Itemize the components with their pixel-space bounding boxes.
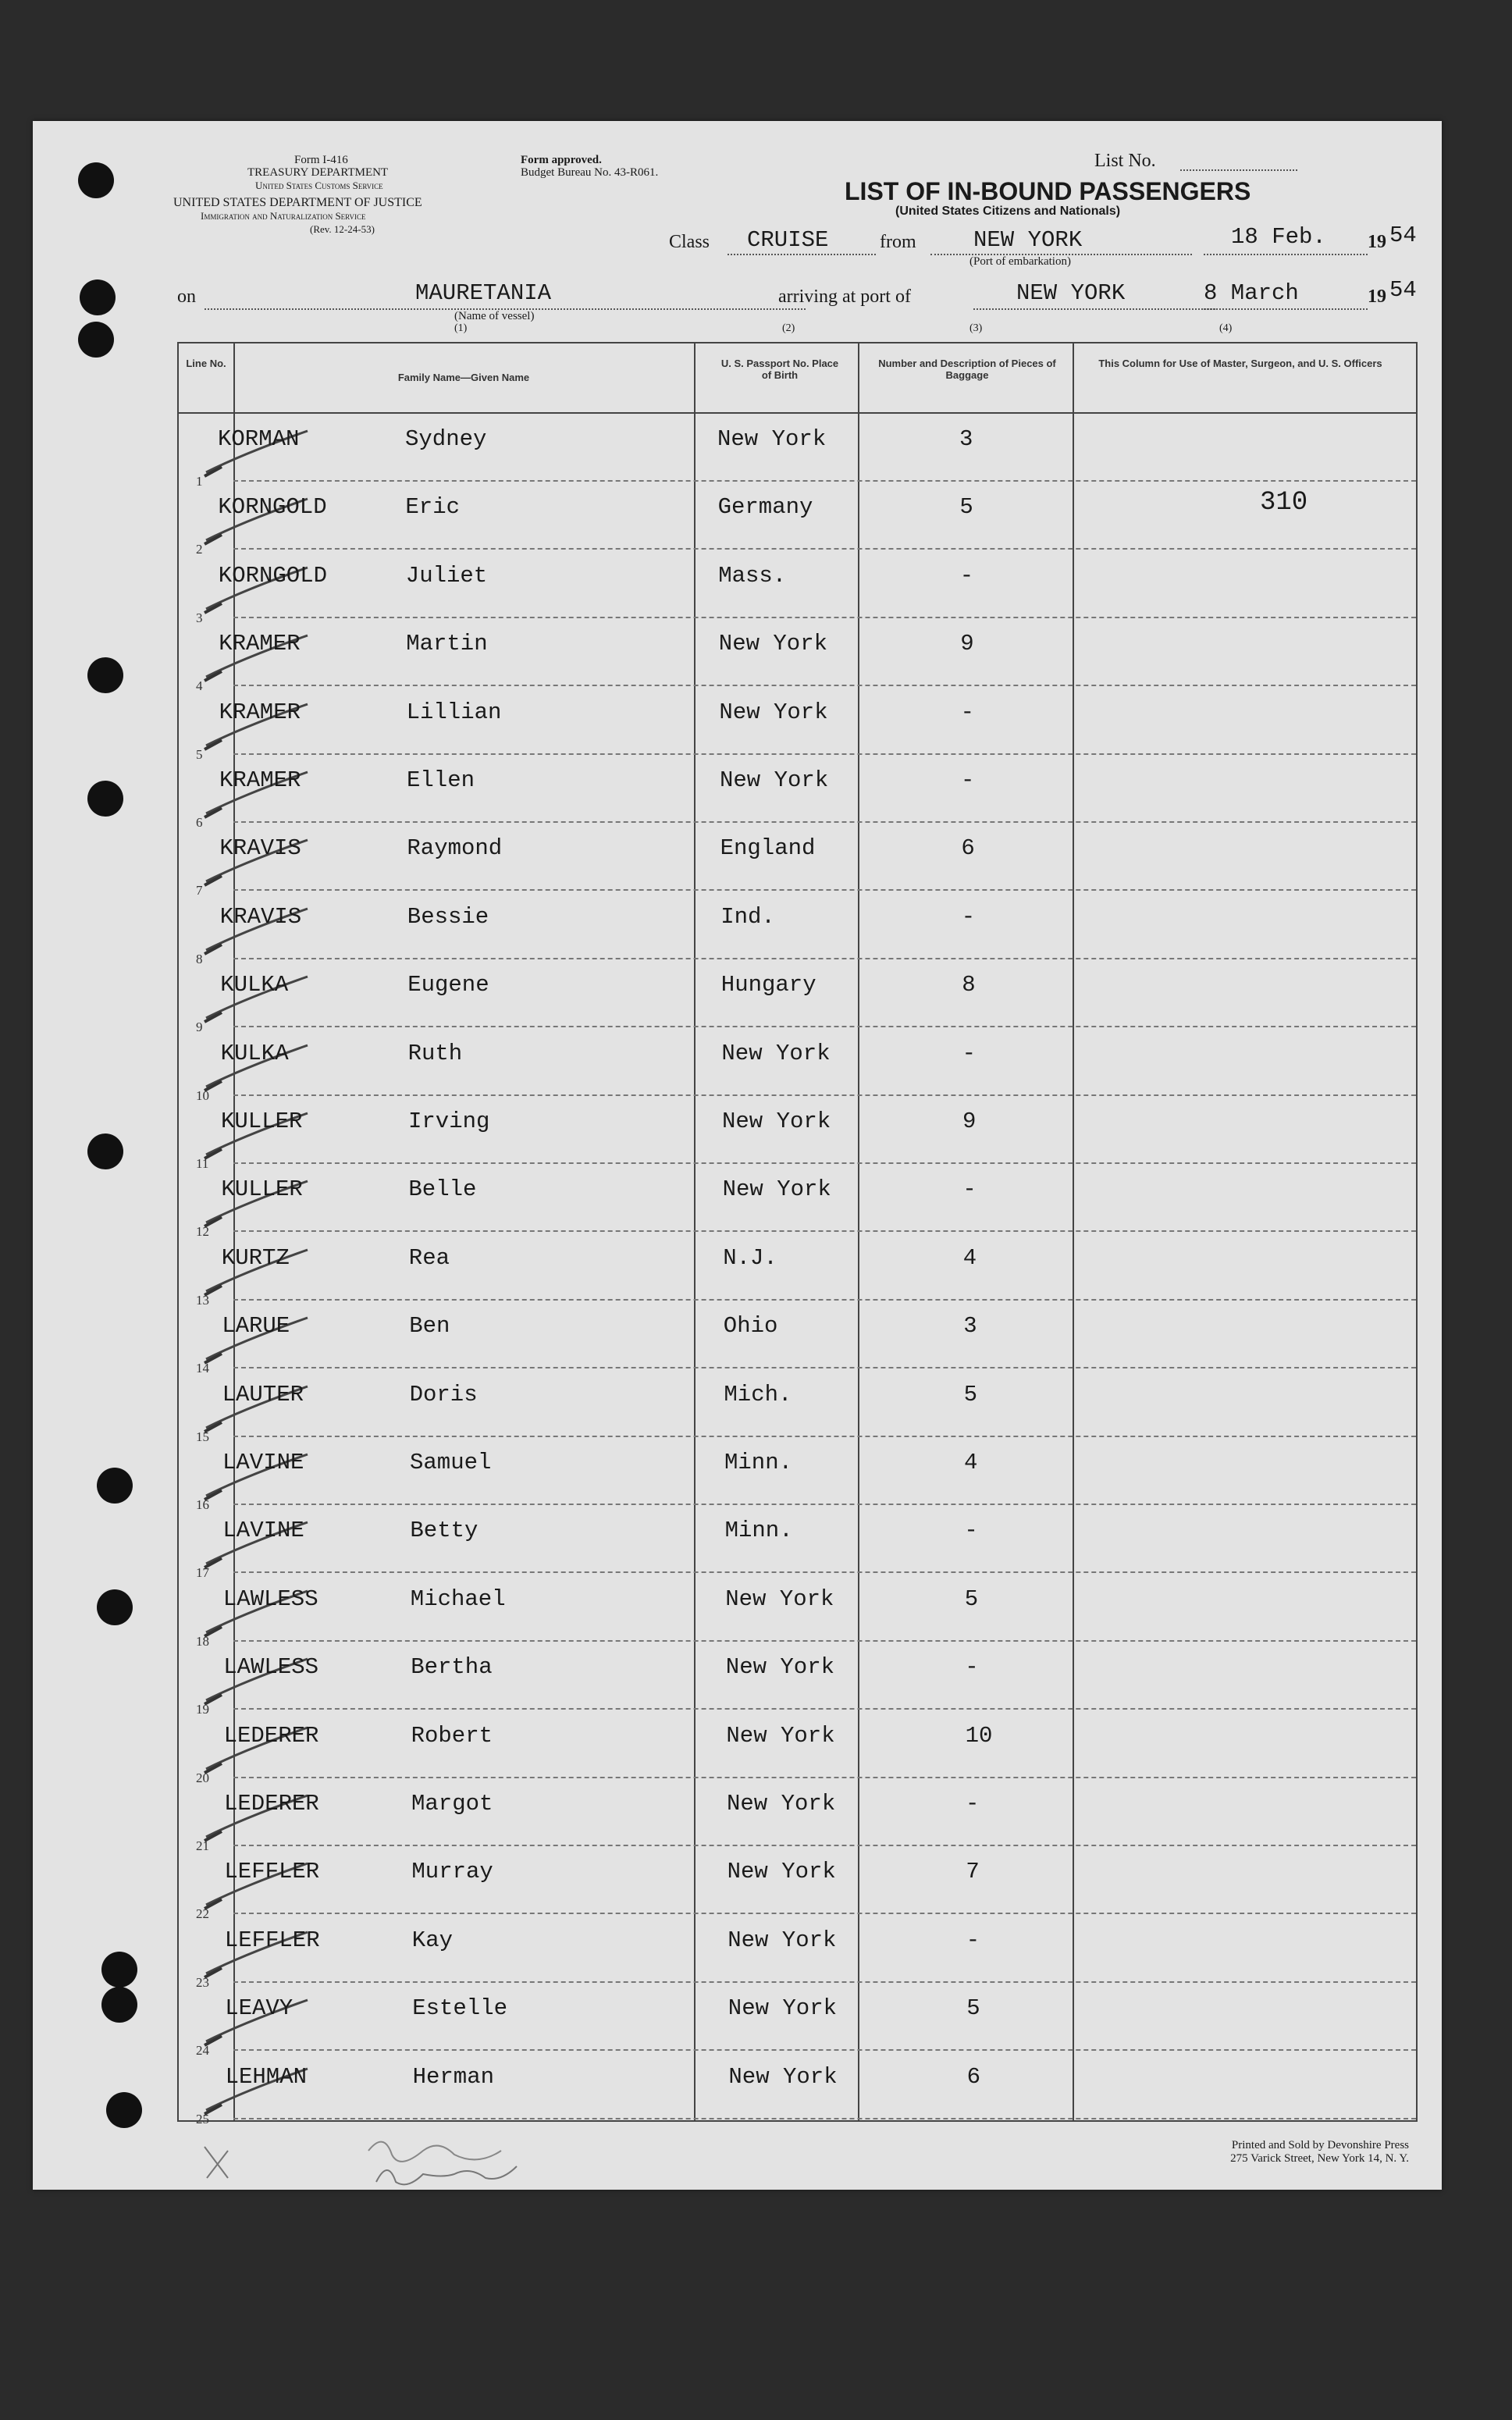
given-name: Doris: [409, 1381, 478, 1408]
given-name: Raymond: [407, 835, 503, 862]
given-name: Eugene: [407, 972, 489, 998]
table-row: [179, 1301, 1416, 1376]
baggage-count: -: [961, 767, 975, 793]
list-no-label: List No.: [1094, 151, 1156, 171]
treasury-department: TREASURY DEPARTMENT: [247, 166, 389, 179]
family-name: LAVINE: [222, 1450, 304, 1475]
form-number: Form I-416: [294, 154, 348, 166]
place-of-birth: New York: [718, 631, 828, 657]
given-name: Ruth: [407, 1040, 463, 1066]
baggage-count: 10: [965, 1722, 993, 1749]
baggage-count: 9: [962, 1109, 977, 1134]
place-of-birth: New York: [722, 1109, 831, 1134]
line-number: 14: [196, 1361, 209, 1376]
table-row: [179, 482, 1416, 557]
ins-service: Immigration and Naturalization Service: [201, 210, 366, 222]
class-line: [728, 254, 876, 255]
given-name: Ellen: [407, 767, 475, 793]
table-row: [179, 755, 1416, 830]
place-of-birth: New York: [725, 1654, 835, 1681]
punch-hole: [106, 2092, 142, 2128]
family-name: LEHMAN: [225, 2063, 308, 2090]
class-value: CRUISE: [747, 227, 829, 253]
family-name: KULKA: [220, 1040, 289, 1066]
given-name: Kay: [411, 1927, 454, 1953]
from-label: from: [880, 232, 916, 252]
col-header-passport: U. S. Passport No. Place of Birth: [720, 358, 839, 381]
line-number: 18: [196, 1633, 209, 1649]
given-name: Rea: [408, 1244, 450, 1271]
line-number: 10: [196, 1087, 209, 1103]
given-name: Irving: [408, 1109, 490, 1134]
family-name: KULLER: [221, 1176, 303, 1203]
place-of-birth: Hungary: [720, 972, 816, 998]
family-name: KRAVIS: [219, 903, 302, 930]
place-of-birth: New York: [722, 1176, 831, 1203]
family-name: LEFFLER: [224, 1927, 320, 1953]
family-name: KRAMER: [219, 767, 301, 793]
family-name: LARUE: [222, 1313, 290, 1340]
line-number: 2: [196, 542, 203, 557]
arrival-port: NEW YORK: [1016, 280, 1126, 306]
table-row: [179, 959, 1416, 1035]
revision-date: (Rev. 12-24-53): [310, 223, 375, 235]
family-name: LAWLESS: [222, 1585, 318, 1612]
line-number: 9: [196, 1020, 203, 1035]
table-row: [179, 1846, 1416, 1922]
table-row: [179, 1437, 1416, 1512]
table-row: [179, 1096, 1416, 1171]
table-row: [179, 1983, 1416, 2059]
col-marker-4: (4): [1219, 322, 1233, 334]
place-of-birth: New York: [725, 1585, 834, 1612]
line-number: 19: [196, 1702, 209, 1717]
place-of-birth: New York: [717, 426, 827, 452]
line-number: 11: [196, 1156, 209, 1171]
punch-hole: [87, 781, 123, 817]
family-name: KRAMER: [219, 631, 301, 657]
from-value: NEW YORK: [973, 227, 1083, 253]
punch-hole: [87, 657, 123, 693]
table-row: [179, 1369, 1416, 1444]
place-of-birth: England: [720, 835, 816, 862]
given-name: Samuel: [410, 1450, 492, 1475]
baggage-count: 3: [963, 1313, 977, 1340]
place-of-birth: Minn.: [724, 1450, 793, 1475]
line-number: 25: [196, 2111, 209, 2126]
baggage-count: -: [966, 1791, 980, 1817]
place-of-birth: New York: [727, 1791, 836, 1817]
family-name: LEFFLER: [224, 1859, 320, 1885]
place-of-birth: New York: [727, 1859, 836, 1885]
family-name: KULKA: [220, 972, 289, 998]
punch-hole: [101, 1987, 137, 2023]
page-subtitle: (United States Citizens and Nationals): [895, 205, 1121, 218]
table-row: [179, 1915, 1416, 1990]
family-name: LAWLESS: [223, 1654, 319, 1681]
table-row: [179, 891, 1416, 966]
customs-service: United States Customs Service: [255, 180, 383, 191]
given-name: Murray: [411, 1859, 493, 1885]
baggage-count: 5: [966, 1995, 980, 2022]
baggage-count: -: [961, 903, 976, 930]
given-name: Ben: [409, 1313, 450, 1340]
baggage-count: 7: [966, 1859, 980, 1885]
place-of-birth: Minn.: [724, 1518, 793, 1544]
family-name: KORNGOLD: [218, 494, 327, 521]
place-of-birth: New York: [728, 2063, 838, 2090]
department-of-justice: UNITED STATES DEPARTMENT OF JUSTICE: [173, 196, 422, 209]
given-name: Betty: [410, 1518, 479, 1544]
family-name: LEDERER: [223, 1722, 319, 1749]
year-prefix-2: 19: [1368, 286, 1386, 307]
port-note: (Port of embarkation): [969, 255, 1071, 268]
line-number: 7: [196, 883, 203, 899]
given-name: Juliet: [405, 562, 488, 589]
baggage-count: 5: [959, 494, 973, 521]
punch-hole: [87, 1133, 123, 1169]
baggage-count: -: [964, 1518, 978, 1544]
baggage-count: 4: [964, 1450, 978, 1475]
list-no-line: [1180, 169, 1297, 171]
family-name: KRAMER: [219, 699, 301, 725]
row-rule: [233, 2118, 1416, 2119]
line-number: 17: [196, 1565, 209, 1581]
given-name: Margot: [411, 1791, 493, 1817]
line-number: 13: [196, 1292, 209, 1308]
table-row: [179, 414, 1416, 489]
table-row: [179, 2052, 1416, 2126]
table-row: [179, 1233, 1416, 1308]
punch-hole: [78, 322, 114, 358]
line-number: 20: [196, 1770, 209, 1785]
from-date-line: [1204, 254, 1368, 255]
given-name: Eric: [405, 494, 461, 521]
line-number: 1: [196, 474, 203, 489]
line-number: 5: [196, 746, 203, 762]
line-number: 21: [196, 1838, 209, 1853]
class-label: Class: [669, 232, 710, 252]
page-title: LIST OF IN-BOUND PASSENGERS: [845, 177, 1251, 205]
family-name: LEAVY: [225, 1995, 294, 2022]
officer-note: 310: [1260, 488, 1308, 518]
manifest-page: [33, 121, 1442, 2190]
family-name: KULLER: [221, 1109, 303, 1134]
table-row: [179, 1028, 1416, 1103]
place-of-birth: Ind.: [720, 903, 775, 930]
family-name: KURTZ: [221, 1244, 290, 1271]
line-number: 3: [196, 610, 203, 625]
given-name: Lillian: [406, 699, 502, 725]
baggage-count: 3: [959, 426, 973, 452]
table-row: [179, 618, 1416, 694]
family-name: LEDERER: [224, 1791, 319, 1817]
punch-hole: [101, 1952, 137, 1988]
given-name: Estelle: [412, 1995, 508, 2022]
arrival-port-line: [973, 308, 1215, 310]
year-value-1: 54: [1389, 222, 1417, 248]
baggage-count: 6: [961, 835, 975, 862]
arrival-date-line: [1204, 308, 1368, 310]
baggage-count: -: [962, 1176, 977, 1203]
baggage-count: -: [966, 1927, 980, 1953]
baggage-count: 4: [962, 1244, 977, 1271]
family-name: LAUTER: [222, 1381, 304, 1408]
given-name: Martin: [406, 631, 488, 657]
arrival-date: 8 March: [1204, 280, 1299, 306]
table-row: [179, 823, 1416, 899]
place-of-birth: New York: [728, 1995, 838, 2022]
place-of-birth: Ohio: [723, 1313, 778, 1340]
vessel-name: MAURETANIA: [415, 280, 552, 306]
given-name: Bertha: [411, 1654, 493, 1681]
from-date: 18 Feb.: [1231, 224, 1326, 250]
place-of-birth: Mich.: [724, 1381, 792, 1408]
given-name: Michael: [410, 1585, 506, 1612]
year-value-2: 54: [1389, 277, 1417, 303]
baggage-count: -: [959, 562, 974, 589]
year-prefix-1: 19: [1368, 232, 1386, 252]
line-number: 8: [196, 951, 203, 966]
baggage-count: 9: [960, 631, 974, 657]
family-name: LAVINE: [222, 1518, 304, 1544]
vessel-note: (Name of vessel): [454, 310, 535, 322]
table-row: [179, 1710, 1416, 1785]
family-name: KRAVIS: [219, 835, 301, 862]
line-number: 23: [196, 1974, 209, 1990]
passenger-table: [177, 342, 1418, 2126]
punch-hole: [80, 279, 116, 315]
punch-hole: [97, 1589, 133, 1625]
given-name: Herman: [412, 2063, 495, 2090]
col-header-line: Line No.: [186, 358, 226, 369]
table-row: [179, 1574, 1416, 1649]
x-mark: [201, 2143, 232, 2182]
inspector-signature: [353, 2127, 587, 2198]
place-of-birth: New York: [720, 767, 829, 793]
baggage-count: -: [960, 699, 974, 725]
baggage-count: 5: [964, 1585, 979, 1612]
place-of-birth: Mass.: [718, 562, 787, 589]
form-approved: Form approved.: [521, 154, 602, 166]
line-number: 4: [196, 678, 203, 694]
col-marker-3: (3): [969, 322, 983, 334]
table-row: [179, 1642, 1416, 1717]
col-header-baggage: Number and Description of Pieces of Baggage: [878, 358, 1056, 381]
line-number: 22: [196, 1906, 209, 1922]
family-name: KORMAN: [218, 426, 300, 452]
col-header-name: Family Name—Given Name: [397, 372, 530, 383]
given-name: Robert: [411, 1722, 493, 1749]
family-name: KORNGOLD: [218, 562, 328, 589]
place-of-birth: New York: [721, 1040, 831, 1066]
col-header-officers: This Column for Use of Master, Surgeon, and U. S. Officers: [1098, 358, 1382, 369]
baggage-count: 5: [963, 1381, 977, 1408]
place-of-birth: New York: [728, 1927, 837, 1953]
punch-hole: [78, 162, 114, 198]
printer-credit-1: Printed and Sold by Devonshire Press: [1231, 2139, 1409, 2151]
given-name: Belle: [408, 1176, 477, 1203]
arriving-label: arriving at port of: [778, 286, 911, 307]
table-row: [179, 550, 1416, 625]
place-of-birth: N.J.: [723, 1244, 777, 1271]
place-of-birth: New York: [726, 1722, 835, 1749]
baggage-count: -: [962, 1040, 976, 1066]
baggage-count: -: [965, 1654, 979, 1681]
baggage-count: 6: [966, 2063, 980, 2090]
table-row: [179, 1778, 1416, 1853]
on-label: on: [177, 286, 196, 307]
line-number: 24: [196, 2043, 209, 2059]
table-row: [179, 1505, 1416, 1581]
line-number: 16: [196, 1497, 209, 1512]
line-number: 15: [196, 1429, 209, 1444]
baggage-count: 8: [962, 972, 976, 998]
table-row: [179, 687, 1416, 762]
place-of-birth: New York: [719, 699, 828, 725]
table-row: [179, 1164, 1416, 1240]
place-of-birth: Germany: [717, 494, 813, 521]
budget-bureau: Budget Bureau No. 43-R061.: [521, 166, 659, 179]
col-marker-1: (1): [454, 322, 468, 334]
punch-hole: [97, 1468, 133, 1504]
line-number: 12: [196, 1224, 209, 1240]
given-name: Bessie: [407, 903, 489, 930]
line-number: 6: [196, 815, 203, 830]
given-name: Sydney: [405, 426, 487, 452]
printer-credit-2: 275 Varick Street, New York 14, N. Y.: [1230, 2152, 1409, 2165]
col-marker-2: (2): [782, 322, 795, 334]
